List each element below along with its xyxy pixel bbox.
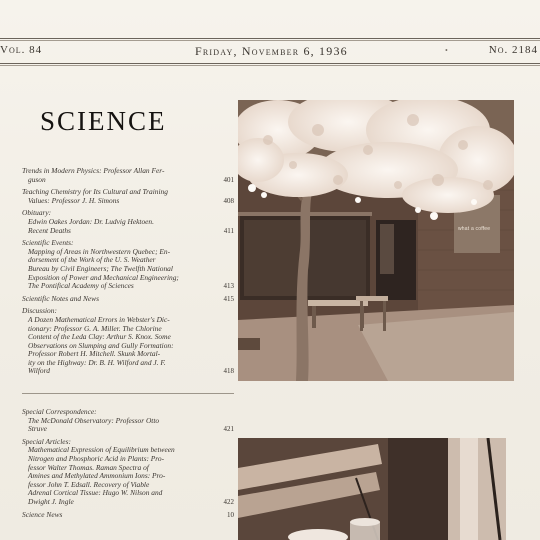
entry-line: fessor Walter Thomas. Raman Spectra of: [28, 463, 149, 472]
header-rule-top: [0, 38, 540, 39]
entry-line: Mathematical Expression of Equilibrium between: [28, 446, 175, 455]
entry-line: guson: [28, 175, 46, 184]
entry-heading: Trends in Modern Physics: Professor Allan Fer-: [22, 167, 165, 175]
entry-line: Values: Professor J. H. Simons: [28, 196, 120, 205]
entry-line: Adrenal Cortical Tissue: Hugo W. Nilson and: [28, 489, 163, 498]
entry-line: Observations on Slumping and Gully Formation:: [28, 341, 174, 350]
entry-line: The Pontifical Academy of Sciences: [28, 282, 134, 291]
entry-line: Amines and Methylated Ammonium Ions: Pro-: [28, 472, 166, 481]
cafe-table-photo: [238, 438, 506, 540]
entry-line: tionary: Professor G. A. Miller. The Chlorine: [28, 324, 162, 333]
entry-line: A Dozen Mathematical Errors in Webster's Dic-: [28, 315, 170, 324]
entry-line: The McDonald Observatory: Professor Otto: [28, 416, 160, 425]
entry-line: Exposition of Power and Mechanical Engineering;: [28, 273, 179, 282]
entry-line: Struve: [28, 425, 47, 434]
entry-page-number: 413: [223, 282, 234, 291]
issue-date: Friday, November 6, 1936: [195, 44, 348, 58]
entry-line: Wilford: [28, 367, 50, 376]
contents-entry: [22, 295, 234, 304]
entry-line: Edwin Oakes Jordan: Dr. Ludvig Hektoen.: [28, 217, 154, 226]
entry-line: ity on the Highway: Dr. B. H. Wilford and J. F.: [28, 358, 166, 367]
entry-page-number: 408: [223, 196, 234, 205]
entry-line: Content of the Leda Clay: Arthur S. Knox. Some: [28, 333, 171, 342]
shop-sign-text: what a coffee: [458, 226, 491, 232]
header-rule-bottom-thin: [0, 65, 540, 66]
magnolia-storefront-photo: [238, 100, 514, 381]
volume-label: Vol. 84: [0, 44, 43, 56]
header-dot: •: [445, 46, 448, 55]
contents-entry: [22, 209, 234, 235]
journal-title: SCIENCE: [40, 106, 167, 136]
entry-heading: Scientific Notes and News: [22, 294, 99, 303]
entry-line: Recent Deaths: [28, 226, 71, 235]
table-of-contents-continued: [22, 408, 234, 523]
entry-line: Mapping of Areas in Northwestern Quebec; En-: [28, 247, 171, 256]
entry-line: Dwight J. Ingle: [28, 497, 74, 506]
entry-line: fessor John T. Edsall. Recovery of Viable: [28, 480, 150, 489]
entry-page-number: 421: [223, 425, 234, 434]
header-rule-top-thin: [0, 40, 540, 41]
entry-page-number: 422: [223, 497, 234, 506]
entry-page-number: 10: [227, 510, 234, 519]
entry-line: Professor Robert H. Mitchell. Skunk Mortal-: [28, 350, 161, 359]
entry-heading: Special Correspondence:: [22, 408, 97, 416]
entry-line: dorsement of the Work of the U. S. Weather: [28, 256, 156, 265]
entry-line: Bureau by Civil Engineers; The Twelfth National: [28, 264, 173, 273]
entry-heading: Scientific Events:: [22, 239, 74, 248]
header-rule-bottom: [0, 63, 540, 64]
entry-page-number: 418: [223, 367, 234, 376]
contents-entry: [22, 408, 234, 434]
entry-page-number: 415: [223, 294, 234, 303]
contents-entry: [22, 307, 234, 376]
entry-heading: Science News: [22, 510, 63, 519]
contents-entry: [22, 167, 234, 184]
entry-heading: Obituary:: [22, 209, 52, 218]
contents-entry: [22, 511, 234, 520]
contents-entry: [22, 188, 234, 205]
entry-heading: Special Articles:: [22, 437, 71, 446]
issue-number: No. 2184: [488, 44, 538, 56]
entry-page-number: 401: [223, 175, 234, 184]
table-of-contents: [22, 167, 234, 380]
contents-entry: [22, 438, 234, 507]
entry-line: Nitrogen and Phosphoric Acid in Plants: Pro-: [28, 454, 165, 463]
entry-heading: Teaching Chemistry for Its Cultural and Training: [22, 188, 168, 197]
entry-heading: Discussion:: [22, 307, 57, 316]
entry-page-number: 411: [223, 226, 234, 235]
contents-entry: [22, 239, 234, 291]
contents-divider: [22, 393, 234, 394]
